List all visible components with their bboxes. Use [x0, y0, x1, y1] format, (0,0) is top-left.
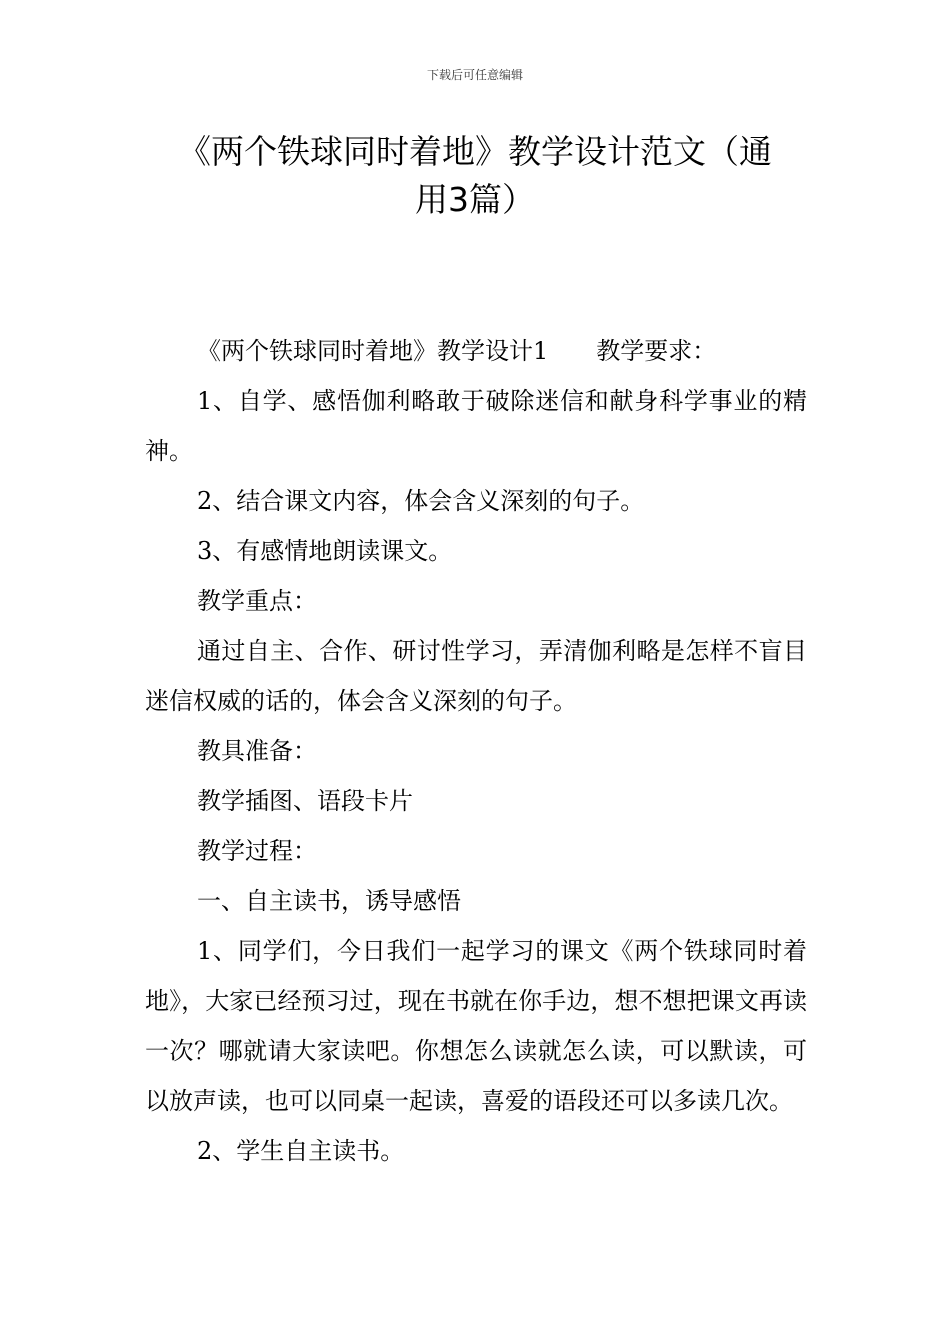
- requirements-label: 教学要求：: [596, 337, 717, 365]
- section-heading: 《两个铁球同时着地》教学设计1: [197, 337, 549, 365]
- section-heading-paragraph: [145, 326, 807, 376]
- document-body: [145, 326, 807, 1176]
- paragraph-2: 2、结合课文内容，体会含义深刻的句子。: [197, 487, 645, 515]
- document-title: [145, 128, 805, 224]
- paragraph-4: 教学重点：: [197, 587, 317, 615]
- paragraph-11: 2、学生自主读书。: [197, 1137, 405, 1165]
- paragraph-1: 1、自学、感悟伽利略敢于破除迷信和献身科学事业的精神。: [145, 387, 807, 465]
- title-line-2: 用3篇）: [415, 180, 535, 219]
- paragraph-10: 1、同学们，今日我们一起学习的课文《两个铁球同时着地》，大家已经预习过，现在书就在你手边，想不想把课文再读一次？哪就请大家读吧。你想怎么读就怎么读，可以默读，可以放声读，也可以同桌一起读，喜爱的语段还可以多读几次。: [145, 937, 807, 1115]
- paragraph-6: 教具准备：: [197, 737, 317, 765]
- title-line-1: 《两个铁球同时着地》教学设计范文（通: [178, 132, 772, 171]
- paragraph-7: 教学插图、语段卡片: [197, 787, 413, 815]
- paragraph-8: 教学过程：: [197, 837, 317, 865]
- header-note: 下载后可任意编辑: [426, 68, 523, 82]
- paragraph-9: 一、自主读书，诱导感悟: [197, 887, 461, 915]
- paragraph-3: 3、有感情地朗读课文。: [197, 537, 453, 565]
- paragraph-5: 通过自主、合作、研讨性学习，弄清伽利略是怎样不盲目迷信权威的话的，体会含义深刻的句子。: [145, 637, 807, 715]
